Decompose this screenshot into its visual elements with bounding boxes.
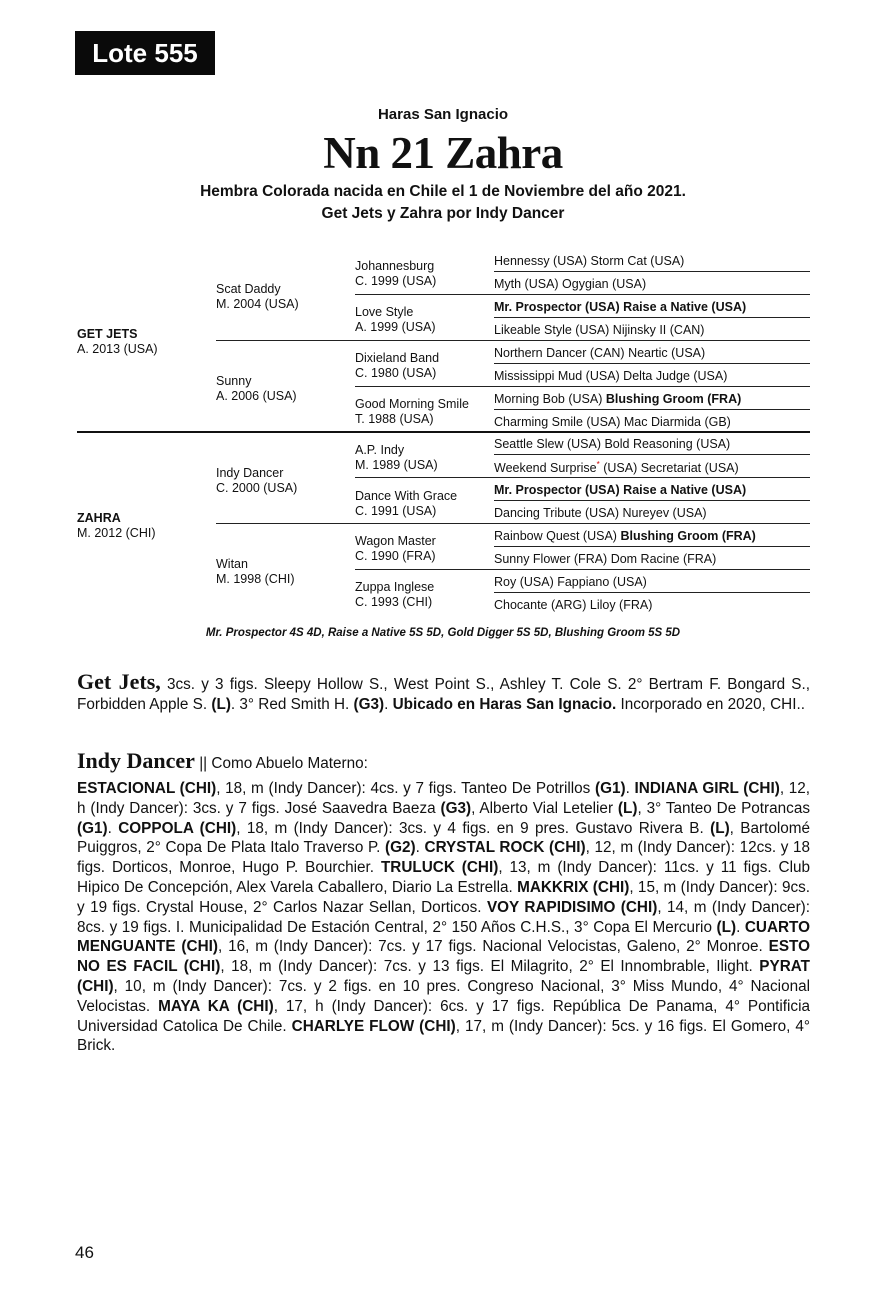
gen4-entry: Mr. Prospector (USA) Raise a Native (USA) (494, 483, 747, 497)
runner-text: , 16, m (Indy Dancer): 7cs. y 17 figs. Nacional Velocistas, Galeno, 2° Monroe. (217, 938, 769, 956)
gen3-info: T. 1988 (USA) (355, 412, 434, 426)
gen4-entry: Roy (USA) Fappiano (USA) (494, 575, 647, 589)
runner-name: (L) (617, 799, 638, 817)
divider (494, 500, 810, 501)
divider (355, 294, 810, 295)
dam-info: M. 2012 (CHI) (77, 526, 156, 540)
runner-name: CRYSTAL ROCK (CHI) (424, 839, 586, 857)
runner-name: (G1) (77, 819, 108, 837)
divider (494, 454, 810, 455)
runner-text: , 10, m (Indy Dancer): 7cs. y 2 figs. en 10 pres. Congreso Nacional, 3° Miss Mundo, 4° Nacional Velocistas. (77, 977, 810, 1015)
breeder: Haras San Ignacio (377, 106, 509, 123)
gen3-name: Zuppa Inglese (355, 580, 435, 594)
runner-text: , 13, m (Indy Dancer): 11cs. y 11 figs. Club Hipico De Concepción, Alex Varela Caballero, Diario La Estrella. (77, 859, 810, 896)
divider (77, 431, 810, 433)
gen4-entry: Myth (USA) Ogygian (USA) (494, 277, 647, 291)
runner-name: (L) (710, 819, 730, 837)
runner-name: INDIANA GIRL (CHI) (634, 780, 780, 797)
runner-text: , 14, m (Indy Dancer): 8cs. y 19 figs. I. Municipalidad De Estación Central, 2° 150 Años C.H.S., 3° Copa El Mercurio (77, 898, 811, 936)
gen3-name: Johannesburg (355, 259, 435, 273)
runner-text: , 12, m (Indy Dancer): 12cs. y 18 figs. Dorticos, Monroe, Hugo P. Bourchier. (77, 839, 811, 877)
gen3-info: C. 1993 (CHI) (355, 595, 433, 609)
runner-text: , 12, h (Indy Dancer): 3cs. y 7 figs. José Saavedra Baeza (77, 780, 811, 817)
gen4-entry: Likeable Style (USA) Nijinsky II (CAN) (494, 323, 705, 337)
runner-name: (G2) (385, 839, 416, 857)
gen4-entry: Sunny Flower (FRA) Dom Racine (FRA) (494, 552, 717, 566)
divider (216, 340, 810, 341)
gen4-entry: Rainbow Quest (USA) Blushing Groom (FRA) (494, 529, 756, 543)
description-line-1: Hembra Colorada nacida en Chile el 1 de Noviembre del año 2021. (200, 183, 686, 200)
dam-sire-heading-line: Indy Dancer || Como Abuelo Materno: (77, 748, 368, 773)
runner-text: , 18, m (Indy Dancer): 7cs. y 13 figs. El Milagrito, 2° El Innombrable, Ilight. (220, 958, 760, 976)
runner-name: (L) (716, 918, 737, 936)
divider (494, 409, 810, 410)
runner-text: , 15, m (Indy Dancer): 9cs. y 19 figs. Crystal House, 2° Carlos Nazar Sellan, Dorticos. (77, 878, 810, 916)
gen4-entry: Hennessy (USA) Storm Cat (USA) (494, 254, 685, 268)
gen3-info: C. 1980 (USA) (355, 366, 437, 380)
gen4-entry: Mr. Prospector (USA) Raise a Native (USA) (494, 300, 747, 314)
runner-text: . (415, 839, 425, 857)
runner-text: , 18, m (Indy Dancer): 3cs. y 4 figs. en 9 pres. Gustavo Rivera B. (236, 819, 711, 837)
gen2-name: Sunny (216, 374, 252, 388)
gen2-name: Witan (216, 557, 248, 571)
runner-text: . (625, 780, 635, 797)
runner-name: CUARTO MENGUANTE (CHI) (77, 918, 811, 956)
gen3-name: Wagon Master (355, 534, 436, 548)
gen4-entry: Northern Dancer (CAN) Neartic (USA) (494, 346, 706, 360)
divider (216, 523, 810, 524)
divider (494, 546, 810, 547)
divider (494, 317, 810, 318)
runner-text: , Bartolomé Puiggros, 2° Copa De Plata Italo Traverso P. (77, 819, 811, 857)
runner-name: MAKKRIX (CHI) (517, 878, 630, 896)
sire-name: GET JETS (77, 327, 138, 341)
runner-text: , Alberto Vial Letelier (471, 799, 618, 817)
gen4-entry: Charming Smile (USA) Mac Diarmida (GB) (494, 415, 731, 429)
gen3-info: C. 1991 (USA) (355, 504, 437, 518)
runner-name: ESTO NO ES FACIL (CHI) (77, 938, 810, 976)
runner-name: MAYA KA (CHI) (158, 997, 274, 1015)
runner-text: , 3° Tanteo De Potrancas (637, 799, 810, 817)
divider (355, 386, 810, 387)
gen4-entry: Seattle Slew (USA) Bold Reasoning (USA) (494, 437, 731, 451)
gen2-name: Scat Daddy (216, 282, 281, 296)
dam-name: ZAHRA (77, 511, 121, 525)
divider (494, 592, 810, 593)
gen4-entry: Morning Bob (USA) Blushing Groom (FRA) (494, 392, 742, 406)
runner-text: . (736, 918, 745, 936)
gen2-info: C. 2000 (USA) (216, 481, 298, 495)
gen3-name: Dixieland Band (355, 351, 440, 365)
runner-name: (G1) (595, 780, 626, 797)
lot-badge: Lote 555 (75, 31, 215, 75)
gen4-entry: Chocante (ARG) Liloy (FRA) (494, 598, 653, 612)
divider (494, 363, 810, 364)
dam-sire-heading: Indy Dancer (77, 748, 195, 773)
divider (494, 271, 810, 272)
runner-name: COPPOLA (CHI) (118, 819, 237, 837)
divider (355, 569, 810, 570)
runner-text: , 17, m (Indy Dancer): 5cs. y 16 figs. El Gomero, 4° Brick. (77, 1017, 810, 1055)
gen2-info: A. 2006 (USA) (216, 389, 297, 403)
runner-name: VOY RAPIDISIMO (CHI) (486, 898, 658, 916)
page-number: 46 (75, 1243, 94, 1262)
sire-heading: Get Jets, (77, 669, 161, 694)
gen3-name: A.P. Indy (355, 443, 405, 457)
runner-name: PYRAT (CHI) (77, 958, 811, 995)
gen4-entry: Dancing Tribute (USA) Nureyev (USA) (494, 506, 707, 520)
gen2-info: M. 1998 (CHI) (216, 572, 295, 586)
runner-name: CHARLYE FLOW (CHI) (291, 1017, 456, 1035)
horse-name: Nn 21 Zahra (323, 128, 563, 178)
sire-info: A. 2013 (USA) (77, 342, 158, 356)
dam-sire-paragraph (77, 779, 810, 1056)
runner-name: (G3) (440, 799, 472, 817)
description-line-2: Get Jets y Zahra por Indy Dancer (321, 205, 565, 222)
gen4-mark: * (596, 460, 600, 469)
divider (355, 477, 810, 478)
runner-name: TRULUCK (CHI) (380, 859, 499, 877)
gen3-info: M. 1989 (USA) (355, 458, 438, 472)
gen2-name: Indy Dancer (216, 466, 284, 480)
gen4-entry: Weekend Surprise* (USA) Secretariat (USA) (494, 460, 739, 476)
gen4-entry: Mississippi Mud (USA) Delta Judge (USA) (494, 369, 728, 383)
sire-paragraph: Get Jets, 3cs. y 3 figs. Sleepy Hollow S., West Point S., Ashley T. Cole S. 2° Bertram F. Bongard S., Forbidden Apple S. (L). 3° Red Smith H. (G3). Ubicado en Haras San Ignacio. Incorporado en 2020, CHI.. (77, 669, 811, 713)
inbreeding-note: Mr. Prospector 4S 4D, Raise a Native 5S 5D, Gold Digger 5S 5D, Blushing Groom 5S 5D (205, 627, 681, 639)
gen3-info: C. 1990 (FRA) (355, 549, 436, 563)
gen3-info: C. 1999 (USA) (355, 274, 437, 288)
gen3-name: Dance With Grace (355, 489, 458, 503)
runner-text: . (107, 819, 119, 837)
gen2-info: M. 2004 (USA) (216, 297, 299, 311)
runner-name: ESTACIONAL (CHI) (77, 780, 217, 797)
gen3-name: Good Morning Smile (355, 397, 469, 411)
gen3-name: Love Style (355, 305, 414, 319)
gen3-info: A. 1999 (USA) (355, 320, 436, 334)
runner-text: , 17, h (Indy Dancer): 6cs. y 17 figs. República De Panama, 4° Pontificia Universidad Catolica De Chile. (77, 997, 810, 1035)
runner-text: , 18, m (Indy Dancer): 4cs. y 7 figs. Tanteo De Potrillos (216, 780, 595, 797)
